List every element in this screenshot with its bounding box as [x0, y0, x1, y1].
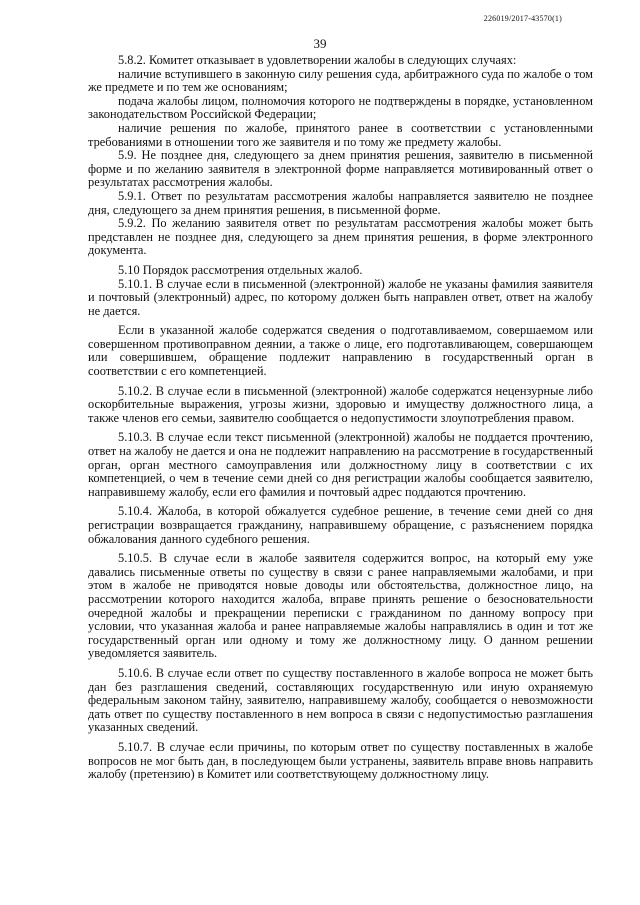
- document-number: 226019/2017-43570(1): [483, 14, 562, 23]
- paragraph-5-8-2: 5.8.2. Комитет отказывает в удовлетворении жалобы в следующих случаях:: [118, 53, 517, 67]
- paragraph-5-10-1: 5.10.1. В случае если в письменной (электронной) жалобе не указаны фамилия заявителя и почтовый (электронный) адрес, по которому должен быть направлен ответ, ответ на жалобу не дается.: [88, 276, 593, 318]
- paragraph-prior-decision: наличие решения по жалобе, принятого ранее в соответствии с установленными требованиями в отношении того же заявителя и по тому же предмету жалобы.: [88, 120, 593, 149]
- paragraph-5-10: 5.10 Порядок рассмотрения отдельных жалоб.: [118, 262, 363, 277]
- paragraph-unconfirmed-authority: подача жалобы лицом, полномочия которого не подтверждены в порядке, установленном законодательством Российской Федерации;: [88, 93, 593, 122]
- paragraph-5-10-7: 5.10.7. В случае если причины, по которым ответ по существу поставленных в жалобе вопросов не мог быть дан, в последующем были устранены, заявитель вправе вновь направить жалобу (претензию) в Комитет или соответствующему должностному лицу.: [88, 739, 593, 782]
- paragraph-5-9-1: 5.9.1. Ответ по результатам рассмотрения жалобы направляется заявителю не позднее дня, следующего за днем принятия решения, в письменной форме.: [88, 188, 593, 217]
- paragraph-5-10-5: 5.10.5. В случае если в жалобе заявителя содержится вопрос, на который ему уже давались письменные ответы по существу в связи с ранее направляемыми жалобами, и при этом в жалобе не приводятся новые доводы или обстоятельства, должностное лицо, на рассмотрении которого находится жалоба, вправе принять решение о безосновательности очередной жалобы и прекращении переписки с гражданином по данному вопросу при условии, что указанная жалоба и ранее направляемые жалобы направлялись в один и тот же государственный орган или одному и тому же должностному лицу. О данном решении уведомляется заявитель.: [88, 551, 593, 661]
- paragraph-court-decision: наличие вступившего в законную силу решения суда, арбитражного суда по жалобе о том же предмете и по тем же основаниям;: [88, 66, 593, 95]
- paragraph-5-10-3: 5.10.3. В случае если текст письменной (электронной) жалобы не поддается прочтению, ответ на жалобу не дается и она не подлежит направлению на рассмотрение в государственный орган, орган местного самоуправления или должностному лицу в соответствии с их компетенцией, о чем в течение семи дней со дня регистрации жалобы сообщается заявителю, направившему жалобу, если его фамилия и почтовый адрес поддаются прочтению.: [88, 430, 593, 499]
- paragraph-5-10-1-continued: Если в указанной жалобе содержатся сведения о подготавливаемом, совершаемом или совершенном противоправном деянии, а также о лице, его подготавливающем, совершающем или совершившем, обращение подлежит направлению в государственный орган в соответствии с его компетенцией.: [88, 323, 593, 379]
- paragraph-5-9: 5.9. Не позднее дня, следующего за днем принятия решения, заявителю в письменной форме и по желанию заявителя в электронной форме направляется мотивированный ответ о результатах рассмотрения жалобы.: [88, 148, 593, 190]
- page-number: 39: [313, 36, 327, 51]
- paragraph-5-10-6: 5.10.6. В случае если ответ по существу поставленного в жалобе вопроса не может быть дан без разглашения сведений, составляющих государственную или иную охраняемую федеральным законом тайну, заявителю, направившему жалобу, сообщается о невозможности дать ответ по существу поставленного в нем вопроса в связи с недопустимостью разглашения указанных сведений.: [88, 665, 593, 735]
- paragraph-5-10-2: 5.10.2. В случае если в письменной (электронной) жалобе содержатся нецензурные либо оскорбительные выражения, угрозы жизни, здоровью и имуществу должностного лица, а также членов его семьи, заявителю сообщается о недопустимости злоупотребления правом.: [88, 383, 593, 425]
- paragraph-5-9-2: 5.9.2. По желанию заявителя ответ по результатам рассмотрения жалобы может быть представлен не позднее дня, следующего за днем принятия решения, в форме электронного документа.: [88, 216, 593, 258]
- paragraph-5-10-4: 5.10.4. Жалоба, в которой обжалуется судебное решение, в течение семи дней со дня регистрации возвращается гражданину, направившему обращение, с разъяснением порядка обжалования данного судебного решения.: [88, 504, 593, 546]
- document-body: [88, 54, 593, 782]
